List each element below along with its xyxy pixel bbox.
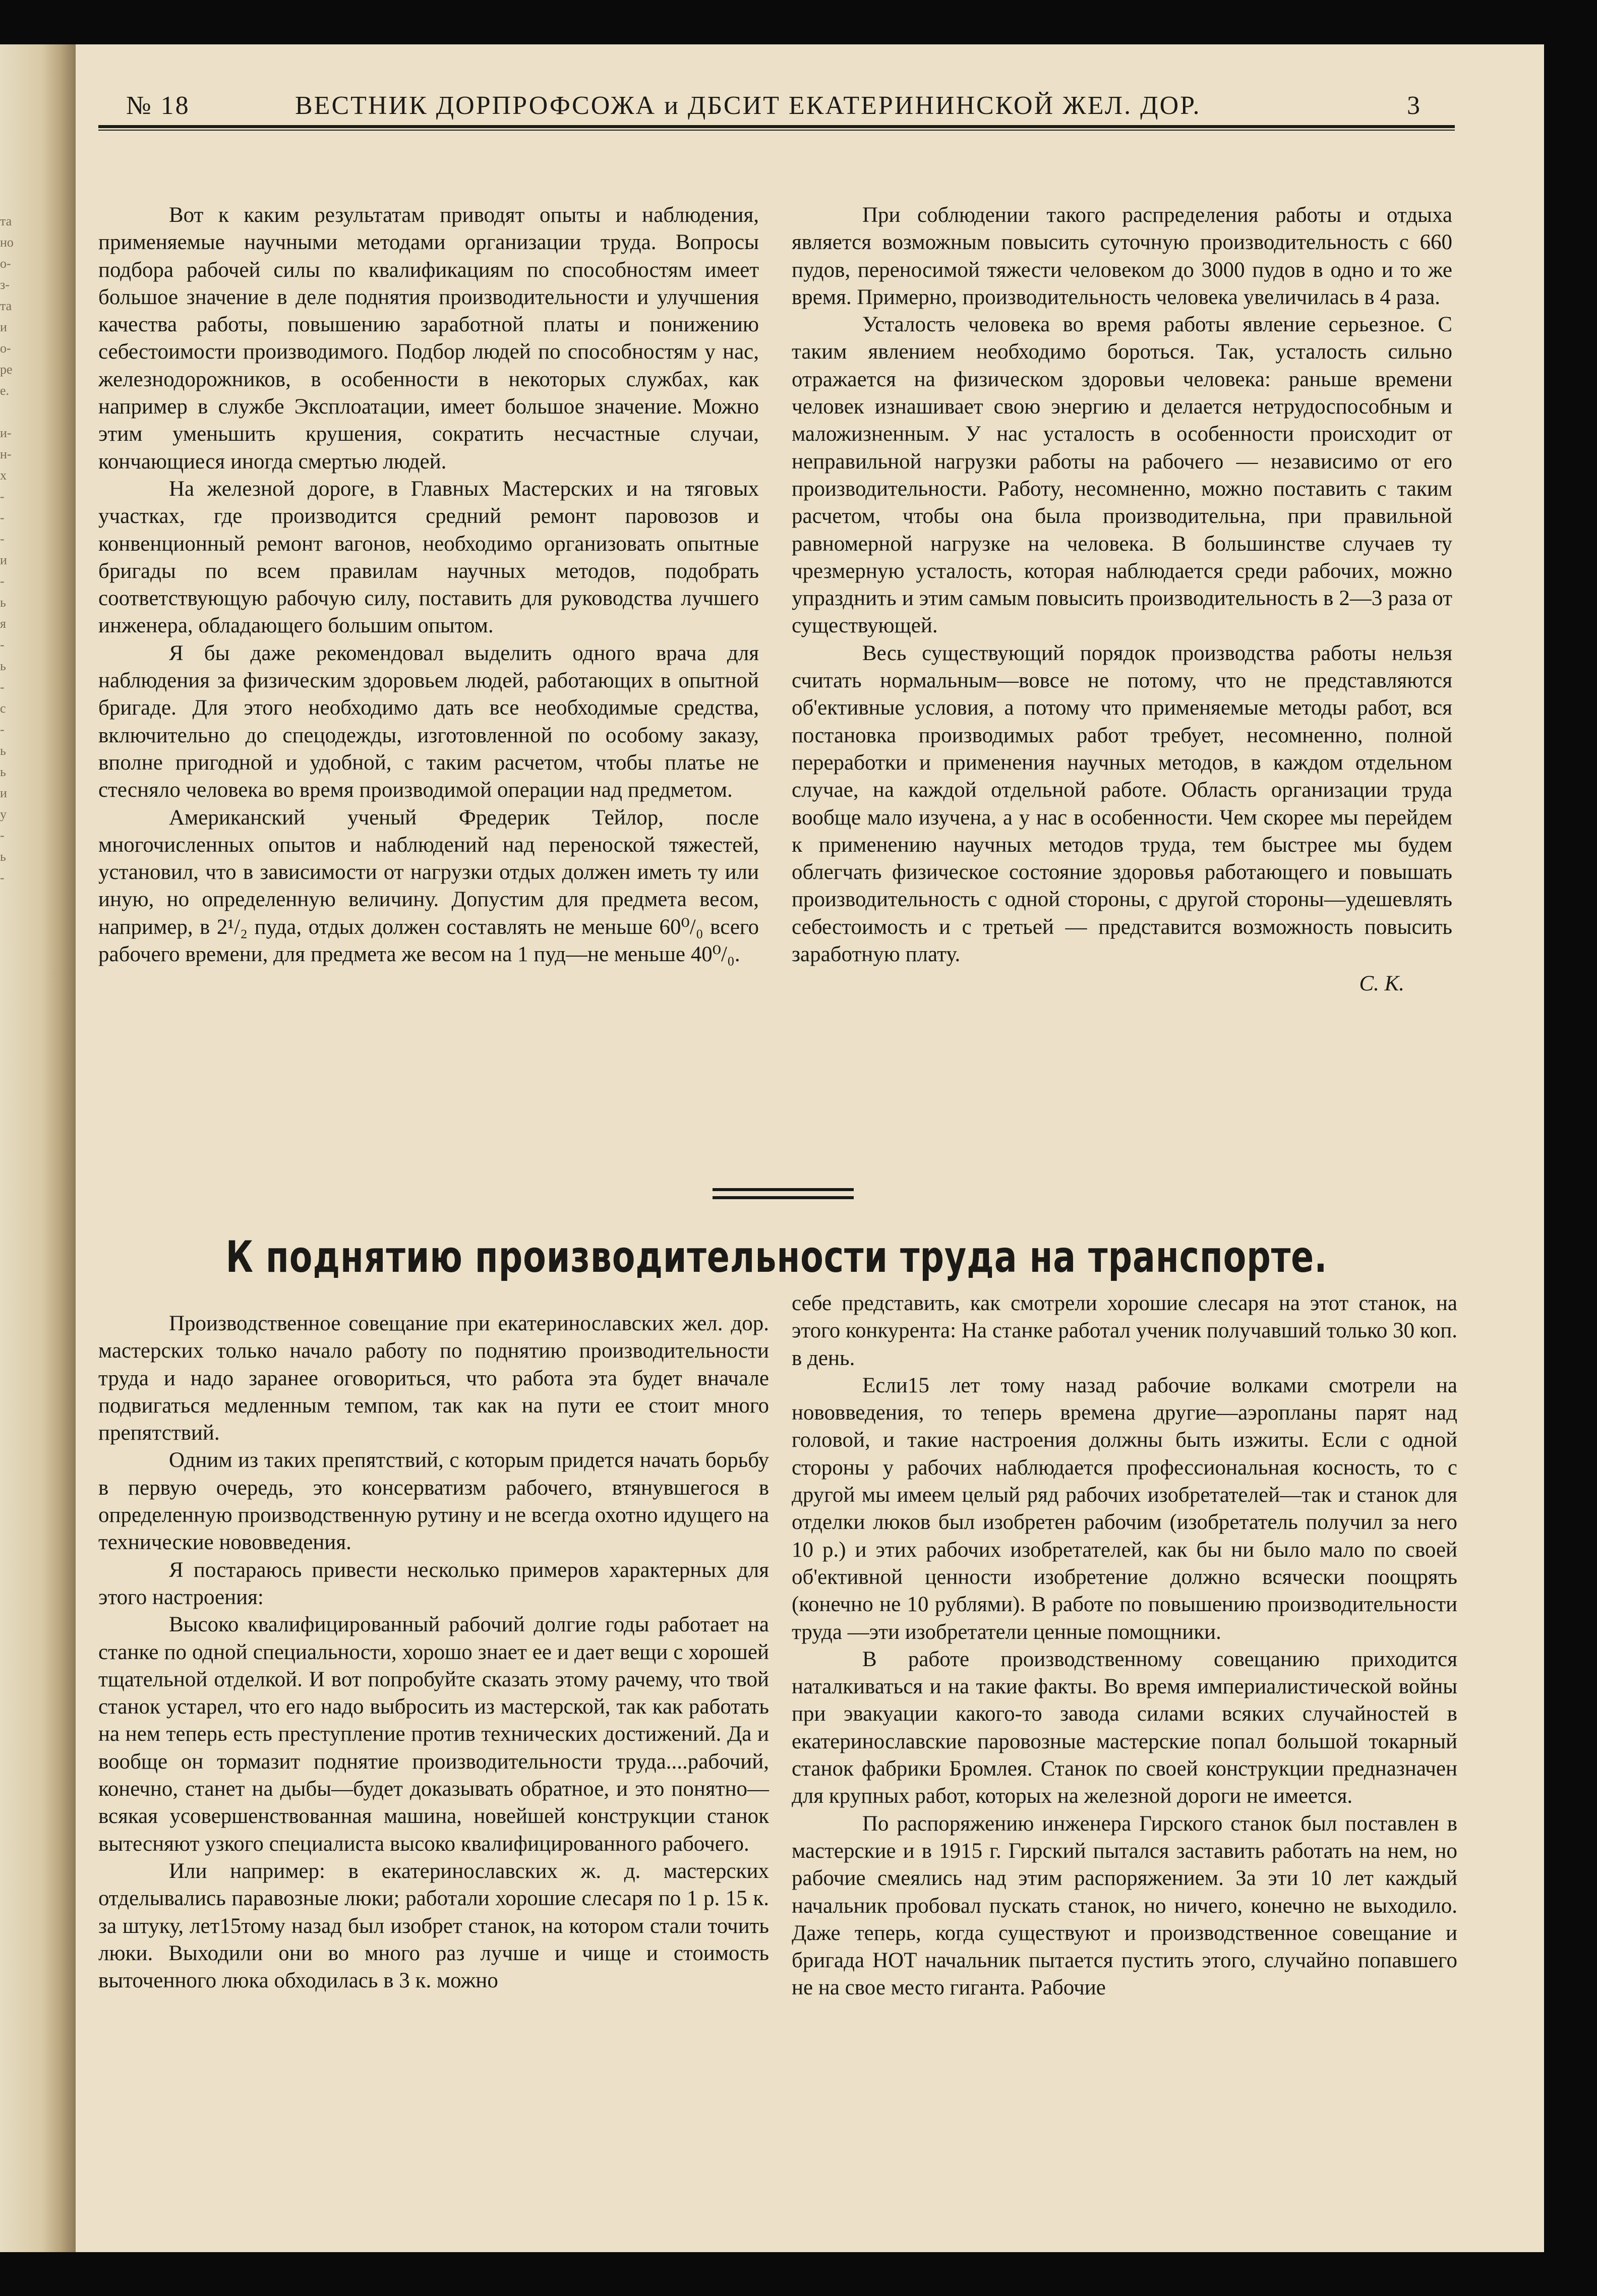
paragraph: Одним из таких препятствий, с которым придется начать борьбу в первую очередь, это консерватизм рабочего, втянувшегося в определенную производственную рутину и не всегда охотно идущего на технические нововведения. xyxy=(98,1448,769,1555)
previous-page-fragment: но xyxy=(0,235,14,250)
paragraph: Я постараюсь привести несколько примеров характерных для этого настроения: xyxy=(98,1558,769,1609)
journal-title: ВЕСТНИК ДОРПРОФСОЖА и ДБСИТ ЕКАТЕРИНИНСКОЙ ЖЕЛ. ДОР. xyxy=(295,91,1201,120)
previous-page-fragment: - xyxy=(0,532,5,546)
paragraph: По распоряжению инженера Гирского станок был поставлен в мастерские и в 1915 г. Гирский пытался заставить работать на нем, но рабочие смеялись над этим распоряжением. За эти 10 лет каждый начальник пробовал пускать станок, но ничего, конечно не выходило. Даже теперь, когда существуют и производственное совещание и бригада НОТ начальник пытается пустить этого, случайно попавшего не на свое место гиганта. Рабочие xyxy=(792,1811,1457,2000)
previous-page-fragment: о- xyxy=(0,341,11,356)
previous-page-fragment: н- xyxy=(0,447,12,461)
previous-page-fragment: х xyxy=(0,468,7,483)
paragraph: Американский ученый Фредерик Тейлор, после многочисленных опытов и наблюдений над переноской тяжестей, установил, что в зависимости от нагрузки отдых должен иметь ту или иную, но определенную величину. Допустим для предмета весом, например, в 2¹/₂ пуда, отдых должен составлять не меньше 60⁰/₀ всего рабочего времени, для предмета же весом на 1 пуд—не меньше 40⁰/₀. xyxy=(98,805,759,967)
previous-page-fragment: у xyxy=(0,807,7,821)
previous-page-fragment: е. xyxy=(0,383,10,398)
previous-page-fragment: - xyxy=(0,680,5,694)
article2-column-right xyxy=(792,1290,1457,2002)
issue-number: № 18 xyxy=(126,91,190,120)
previous-page-fragment: и xyxy=(0,553,7,567)
previous-page-fragment: и- xyxy=(0,426,12,440)
previous-page-fragment: и xyxy=(0,786,7,800)
article1-column-right xyxy=(792,202,1452,998)
paragraph: Усталость человека во время работы явление серьезное. С таким явлением необходимо бороться. Так, усталость сильно отражается на физическом здоровьи человека: раньше времени человек изнашивает свою энергию и делается нетрудоспособным и маложизненным. У нас усталость в особенности происходит от неправильной нагрузки работы на рабочего — независимо от его производительности. Работу, несомненно, можно поставить с таким расчетом, чтобы она была производительна, при правильной равномерной нагрузке на человека. В большинстве случаев ту чрезмерную усталость, которая наблюдается среди рабочих, можно упразднить и этим самым повысить производительность в 2—3 раза от существующей. xyxy=(792,313,1452,638)
article2-column-left xyxy=(98,1310,769,1994)
previous-page-fragment: ь xyxy=(0,764,6,779)
previous-page-fragment: о- xyxy=(0,256,11,271)
previous-page-fragment: ь xyxy=(0,849,6,864)
previous-page-fragment: ь xyxy=(0,743,6,758)
previous-page-fragment: та xyxy=(0,214,12,228)
paragraph: Если15 лет тому назад рабочие волками смотрели на нововведения, то теперь времена другие—аэропланы парят над головой, и такие настроения должны быть изжиты. Если с одной стороны у рабочих наблюдается профессиональная косность, то с другой мы имеем целый ряд рабочих изобретателей—так и станок для отделки люков был изобретен рабочим (изобретатель получил за него 10 р.) и этих рабочих изобретателей, как бы ни было мало по своей об'ективной ценности изобретение должно всячески поощрять (конечно не 10 рублями). В работе по повышению производительности труда —эти изобретатели ценные помощники. xyxy=(792,1373,1457,1644)
previous-page-fragment: - xyxy=(0,489,5,504)
previous-page-fragment: - xyxy=(0,574,5,588)
paragraph-continued: себе представить, как смотрели хорошие слесаря на этот станок, на этого конкурента: На станке работал ученик получавший только 30 коп. в день. xyxy=(792,1291,1457,1370)
previous-page-fragment: ь xyxy=(0,659,6,673)
previous-page-fragment: - xyxy=(0,722,5,737)
paragraph: Вот к каким результатам приводят опыты и наблюдения, применяемые научными методами организации труда. Вопросы подбора рабочей силы по квалификациям по способностям имеет большое значение в деле поднятия производительности и улучшения качества работы, повышению заработной платы и понижению себестоимости производимого. Подбор людей по способностям у нас, железнодорожников, в особенности в некоторых службах, как например в службе Эксплоатации, имеет большое значение. Можно этим уменьшить крушения, сократить несчастные случаи, кончающиеся иногда смертью людей. xyxy=(98,203,759,474)
article1-column-left xyxy=(98,202,759,968)
journal-page xyxy=(98,44,1483,2252)
paragraph: Я бы даже рекомендовал выделить одного врача для наблюдения за физическим здоровьем людей, работающих в опытной бригаде. Для этого необходимо дать все необходимые средства, включительно до спецодежды, изготовленной по особому заказу, вполне пригодной и удобной, с таким расчетом, чтобы платье не стесняло человека во время производимой операции над предметом. xyxy=(98,641,759,802)
paragraph: Или например: в екатеринославских ж. д. мастерских отделывались паравозные люки; работали хорошие слесаря по 1 р. 15 к. за штуку, лет15тому назад был изобрет станок, на котором стали точить люки. Выходили они во много раз лучше и чище и стоимость выточенного люка обходилась в 3 к. можно xyxy=(98,1859,769,1993)
previous-page-fragment: ь xyxy=(0,595,6,610)
previous-page-fragment: ре xyxy=(0,362,13,377)
paragraph: В работе производственному совещанию приходится наталкиваться и на такие факты. Во время империалистической войны при эвакуации какого-то завода силами всяких случайностей в екатеринославские паровозные мастерские попал большой токарный станок фабрики Бромлея. Станок по своей конструкции предназначен для крупных работ, которых на железной дороги не имеется. xyxy=(792,1647,1457,1808)
previous-page-fragment xyxy=(0,401,20,423)
author-signature: С. К. xyxy=(1359,972,1404,996)
scanned-page xyxy=(0,44,1544,2252)
paragraph: Высоко квалифицированный рабочий долгие годы работает на станке по одной специальности, хорошо знает ее и дает вещи с хорошей тщательной отделкой. И вот попробуйте сказать этому рачему, что твой станок устарел, что его надо выбросить из мастерской, так как работать на нем теперь есть преступление против технических достижений. Да и вообще он тормазит поднятие производительности труда....рабочий, конечно, станет на дыбы—будет доказывать обратное, и это понятно—всякая усовершенствованная машина, новейшей конструкции станок вытесняют узкого специалиста высоко квалифицированного рабочего. xyxy=(98,1613,769,1856)
article2-title: К поднятию производительности труда на транспорте. xyxy=(225,1232,1328,1282)
previous-page-fragment: - xyxy=(0,510,5,525)
previous-page-fragment: я xyxy=(0,616,6,631)
previous-page-fragment: з- xyxy=(0,277,10,292)
article-divider xyxy=(713,1188,854,1199)
paragraph: На железной дороге, в Главных Мастерских и на тяговых участках, где производится средний ремонт паровозов и конвенционный ремонт вагонов, необходимо организовать опытные бригады по всем правилам научных методов, подобрать соответствующую рабочую силу, поставить для руководства лучшего инженера, обладающего большим опытом. xyxy=(98,477,759,638)
header-rule xyxy=(98,125,1455,131)
previous-page-fragment: с xyxy=(0,701,6,716)
paragraph: При соблюдении такого распределения работы и отдыха является возможным повысить суточную производительность с 660 пудов, переносимой тяжести человеком до 3000 пудов в одно и то же время. Примерно, производительность человека увеличилась в 4 раза. xyxy=(792,203,1452,309)
previous-page-fragment: и xyxy=(0,320,7,334)
previous-page-fragment: та xyxy=(0,299,12,313)
previous-page-margin xyxy=(0,211,20,889)
previous-page-fragment: - xyxy=(0,828,5,843)
previous-page-fragment: - xyxy=(0,870,5,885)
running-head xyxy=(98,91,1455,121)
paragraph: Производственное совещание при екатеринославских жел. дор. мастерских только начало работу по поднятию производительности труда и надо заранее оговориться, что работа эта будет вначале подвигаться медленным темпом, так как на пути ее стоит много препятствий. xyxy=(98,1312,769,1445)
paragraph: Весь существующий порядок производства работы нельзя считать нормальным—вовсе не потому, что не представляются об'ективные условия, а потому что применяемые методы работ, вся постановка производимых работ требует, несомненно, полной переработки и применения научных методов, в каждом отдельном случае, на каждой отдельной работе. Область организации труда вообще мало изучена, а у нас в особенности. Чем скорее мы перейдем к применению научных методов труда, тем быстрее мы будем облегчать физическое состояние здоровья работающего и повышать производительность с одной стороны, с другой стороны—удешевлять себестоимость и с третьей — представится возможность повысить заработную плату. xyxy=(792,641,1452,967)
previous-page-fragment: - xyxy=(0,637,5,652)
page-number: 3 xyxy=(1407,91,1422,120)
